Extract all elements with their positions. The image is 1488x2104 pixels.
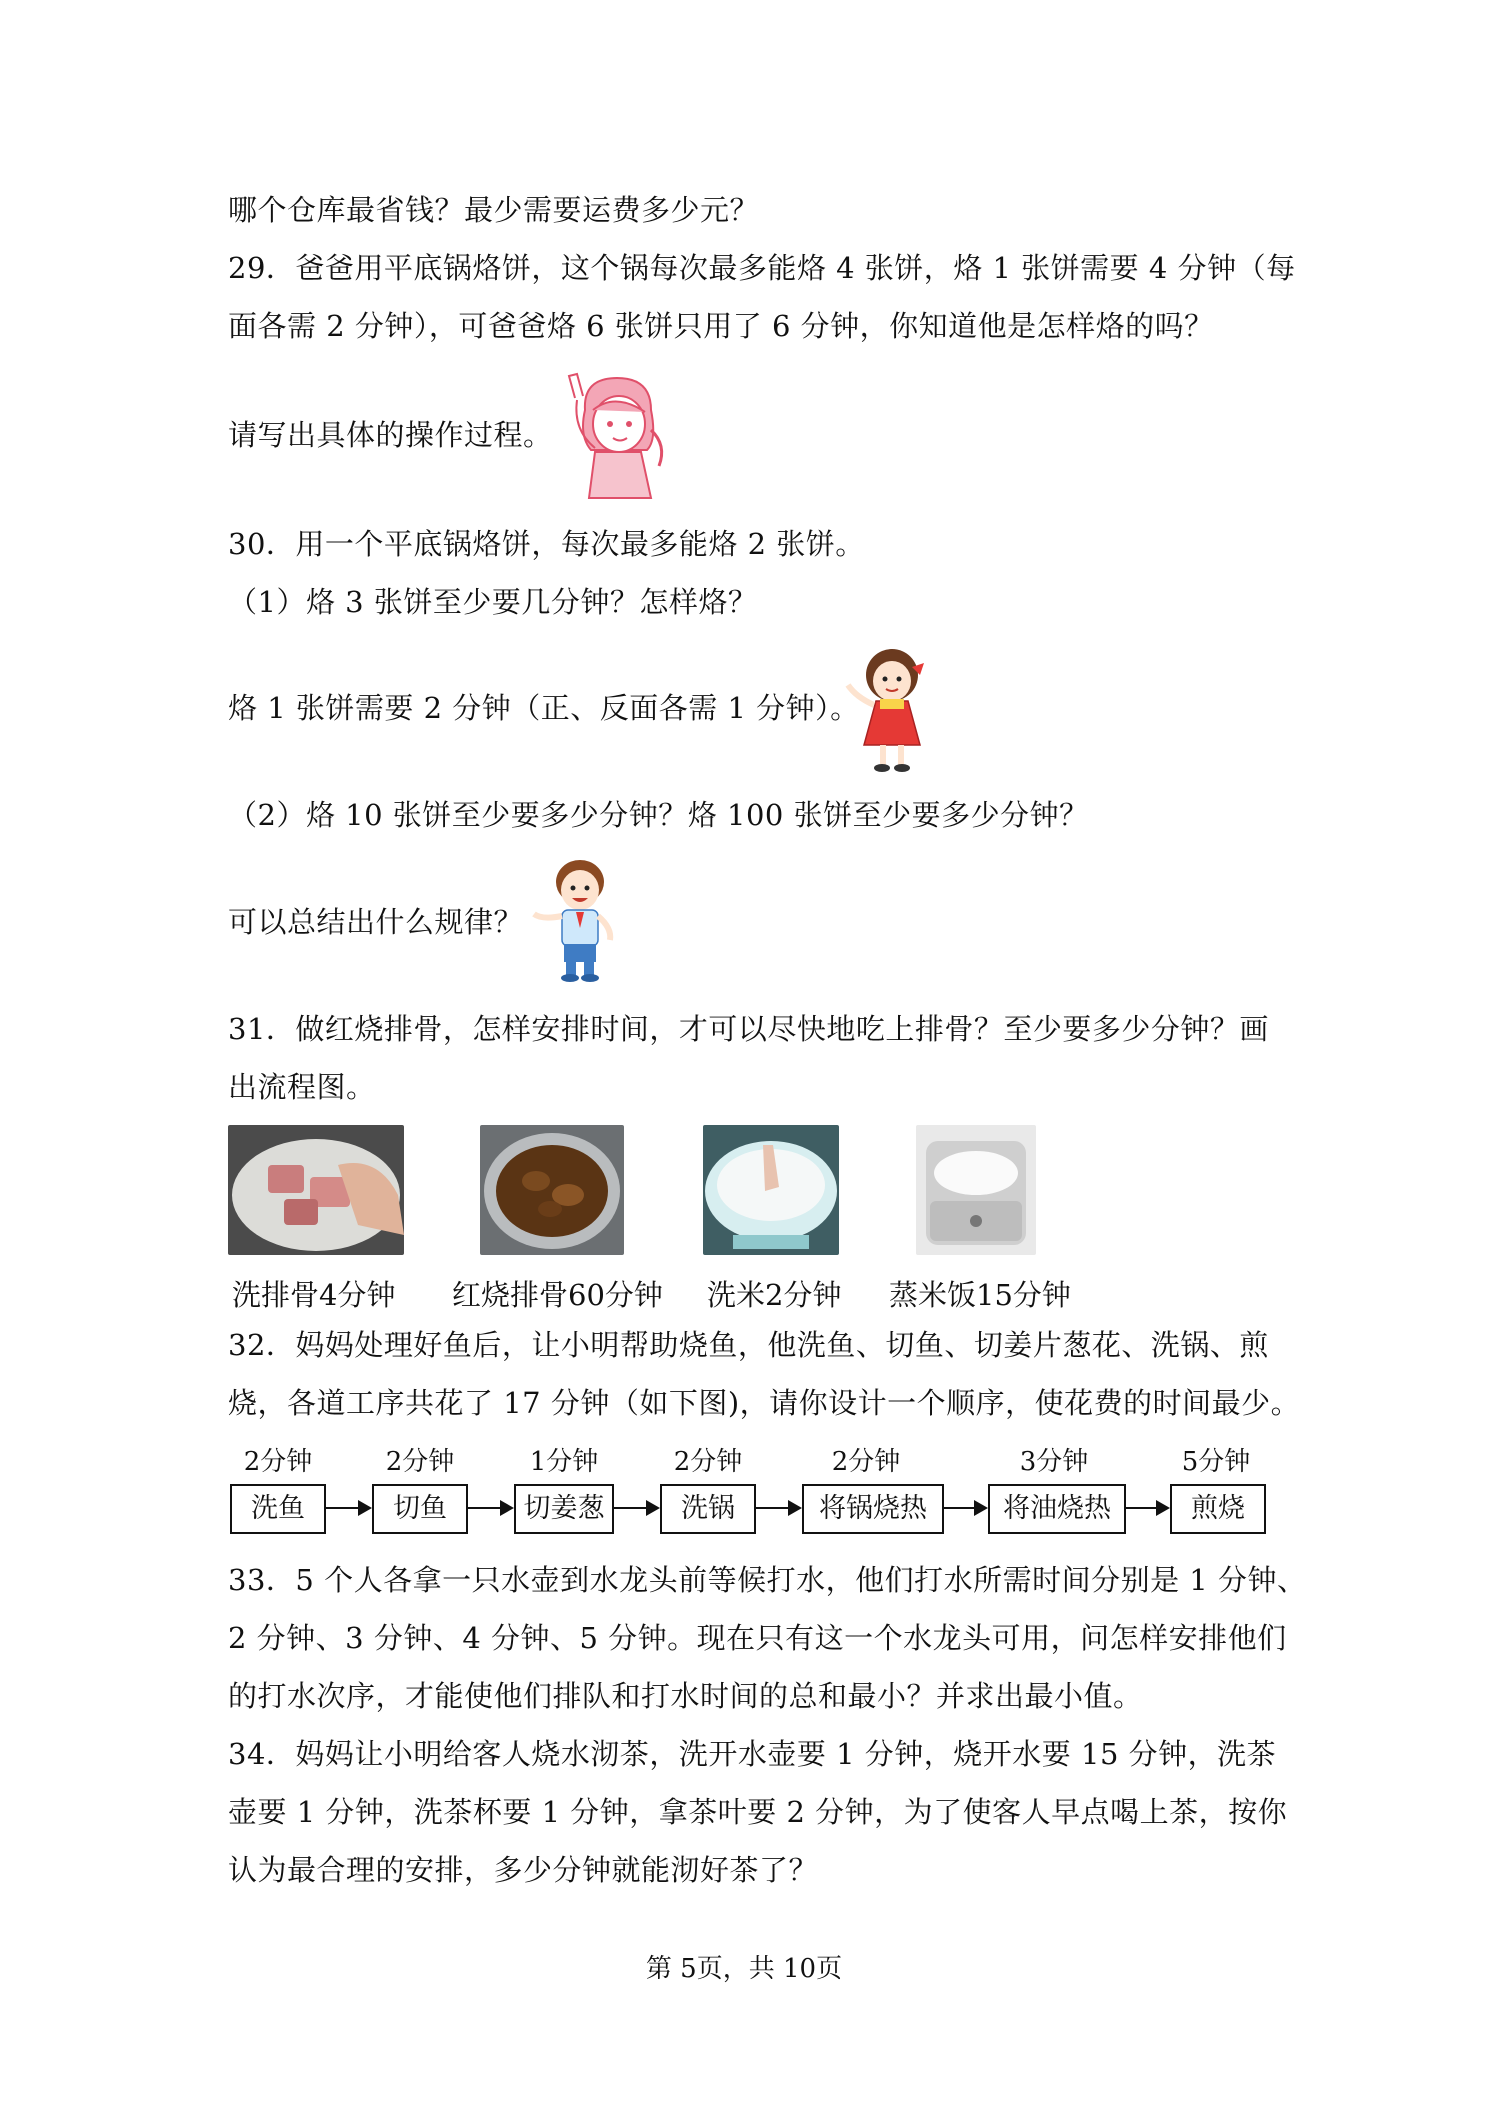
question-31-line2: 出流程图。 bbox=[228, 1070, 376, 1104]
flow-step-time: 3分钟 bbox=[1019, 1447, 1089, 1477]
question-34-line1: 34．妈妈让小明给客人烧水沏茶，洗开水壶要 1 分钟，烧开水要 15 分钟，洗茶 bbox=[228, 1737, 1277, 1771]
flow-step-time: 1分钟 bbox=[529, 1447, 599, 1477]
flow-step-time: 5分钟 bbox=[1181, 1447, 1251, 1477]
flow-step-box: 切姜葱 bbox=[514, 1484, 614, 1534]
wash-rice-photo bbox=[703, 1125, 839, 1255]
braised-ribs-photo bbox=[480, 1125, 624, 1255]
flow-arrow bbox=[468, 1507, 512, 1509]
question-30-rule: 可以总结出什么规律？ bbox=[228, 905, 524, 939]
flow-arrow bbox=[944, 1507, 986, 1509]
flow-step-box: 洗锅 bbox=[660, 1484, 756, 1534]
photo-caption: 洗排骨4分钟 bbox=[232, 1278, 396, 1312]
boy-illustration bbox=[528, 856, 628, 986]
question-31-line1: 31．做红烧排骨，怎样安排时间，才可以尽快地吃上排骨？至少要多少分钟？画 bbox=[228, 1012, 1269, 1046]
rice-cooker-photo bbox=[916, 1125, 1036, 1255]
text-line: 哪个仓库最省钱？最少需要运费多少元？ bbox=[228, 193, 760, 227]
page-footer: 第 5页，共 10页 bbox=[645, 1954, 843, 1984]
question-30-line1: 30．用一个平底锅烙饼，每次最多能烙 2 张饼。 bbox=[228, 527, 865, 561]
photo-caption: 洗米2分钟 bbox=[707, 1278, 842, 1312]
flow-step-box: 将锅烧热 bbox=[802, 1484, 944, 1534]
question-30-hint: 烙 1 张饼需要 2 分钟（正、反面各需 1 分钟）。 bbox=[228, 691, 860, 725]
question-29-line3: 请写出具体的操作过程。 bbox=[228, 418, 553, 452]
flow-arrow bbox=[1126, 1507, 1168, 1509]
girl-red-dress-illustration bbox=[840, 645, 940, 775]
wash-ribs-photo bbox=[228, 1125, 404, 1255]
flow-step-box: 将油烧热 bbox=[988, 1484, 1126, 1534]
flow-arrow bbox=[614, 1507, 658, 1509]
flow-step-time: 2分钟 bbox=[831, 1447, 901, 1477]
question-29-line1: 29．爸爸用平底锅烙饼，这个锅每次最多能烙 4 张饼，烙 1 张饼需要 4 分钟（每 bbox=[228, 251, 1296, 285]
question-29-line2: 面各需 2 分钟），可爸爸烙 6 张饼只用了 6 分钟，你知道他是怎样烙的吗？ bbox=[228, 309, 1214, 343]
question-34-line2: 壶要 1 分钟，洗茶杯要 1 分钟，拿茶叶要 2 分钟，为了使客人早点喝上茶，按你 bbox=[228, 1795, 1288, 1829]
photo-caption: 红烧排骨60分钟 bbox=[452, 1278, 663, 1312]
flow-step-time: 2分钟 bbox=[673, 1447, 743, 1477]
flow-step-box: 洗鱼 bbox=[230, 1484, 326, 1534]
flow-step-time: 2分钟 bbox=[385, 1447, 455, 1477]
question-34-line3: 认为最合理的安排，多少分钟就能沏好茶了？ bbox=[228, 1853, 819, 1887]
question-30-part1: （1）烙 3 张饼至少要几分钟？怎样烙？ bbox=[228, 585, 758, 619]
flow-step-time: 2分钟 bbox=[243, 1447, 313, 1477]
question-30-part2: （2）烙 10 张饼至少要多少分钟？烙 100 张饼至少要多少分钟？ bbox=[228, 798, 1089, 832]
flow-step-box: 切鱼 bbox=[372, 1484, 468, 1534]
question-33-line1: 33．5 个人各拿一只水壶到水龙头前等候打水，他们打水所需时间分别是 1 分钟、 bbox=[228, 1563, 1307, 1597]
photo-caption: 蒸米饭15分钟 bbox=[889, 1278, 1071, 1312]
flow-arrow bbox=[756, 1507, 800, 1509]
flow-arrow bbox=[326, 1507, 370, 1509]
question-33-line2: 2 分钟、3 分钟、4 分钟、5 分钟。现在只有这一个水龙头可用，问怎样安排他们 bbox=[228, 1621, 1287, 1655]
question-32-line1: 32．妈妈处理好鱼后，让小明帮助烧鱼，他洗鱼、切鱼、切姜片葱花、洗锅、煎 bbox=[228, 1328, 1269, 1362]
girl-thinking-illustration bbox=[555, 370, 675, 500]
flow-step-box: 煎烧 bbox=[1170, 1484, 1266, 1534]
question-33-line3: 的打水次序，才能使他们排队和打水时间的总和最小？并求出最小值。 bbox=[228, 1679, 1143, 1713]
question-32-line2: 烧，各道工序共花了 17 分钟（如下图)，请你设计一个顺序，使花费的时间最少。 bbox=[228, 1386, 1301, 1420]
